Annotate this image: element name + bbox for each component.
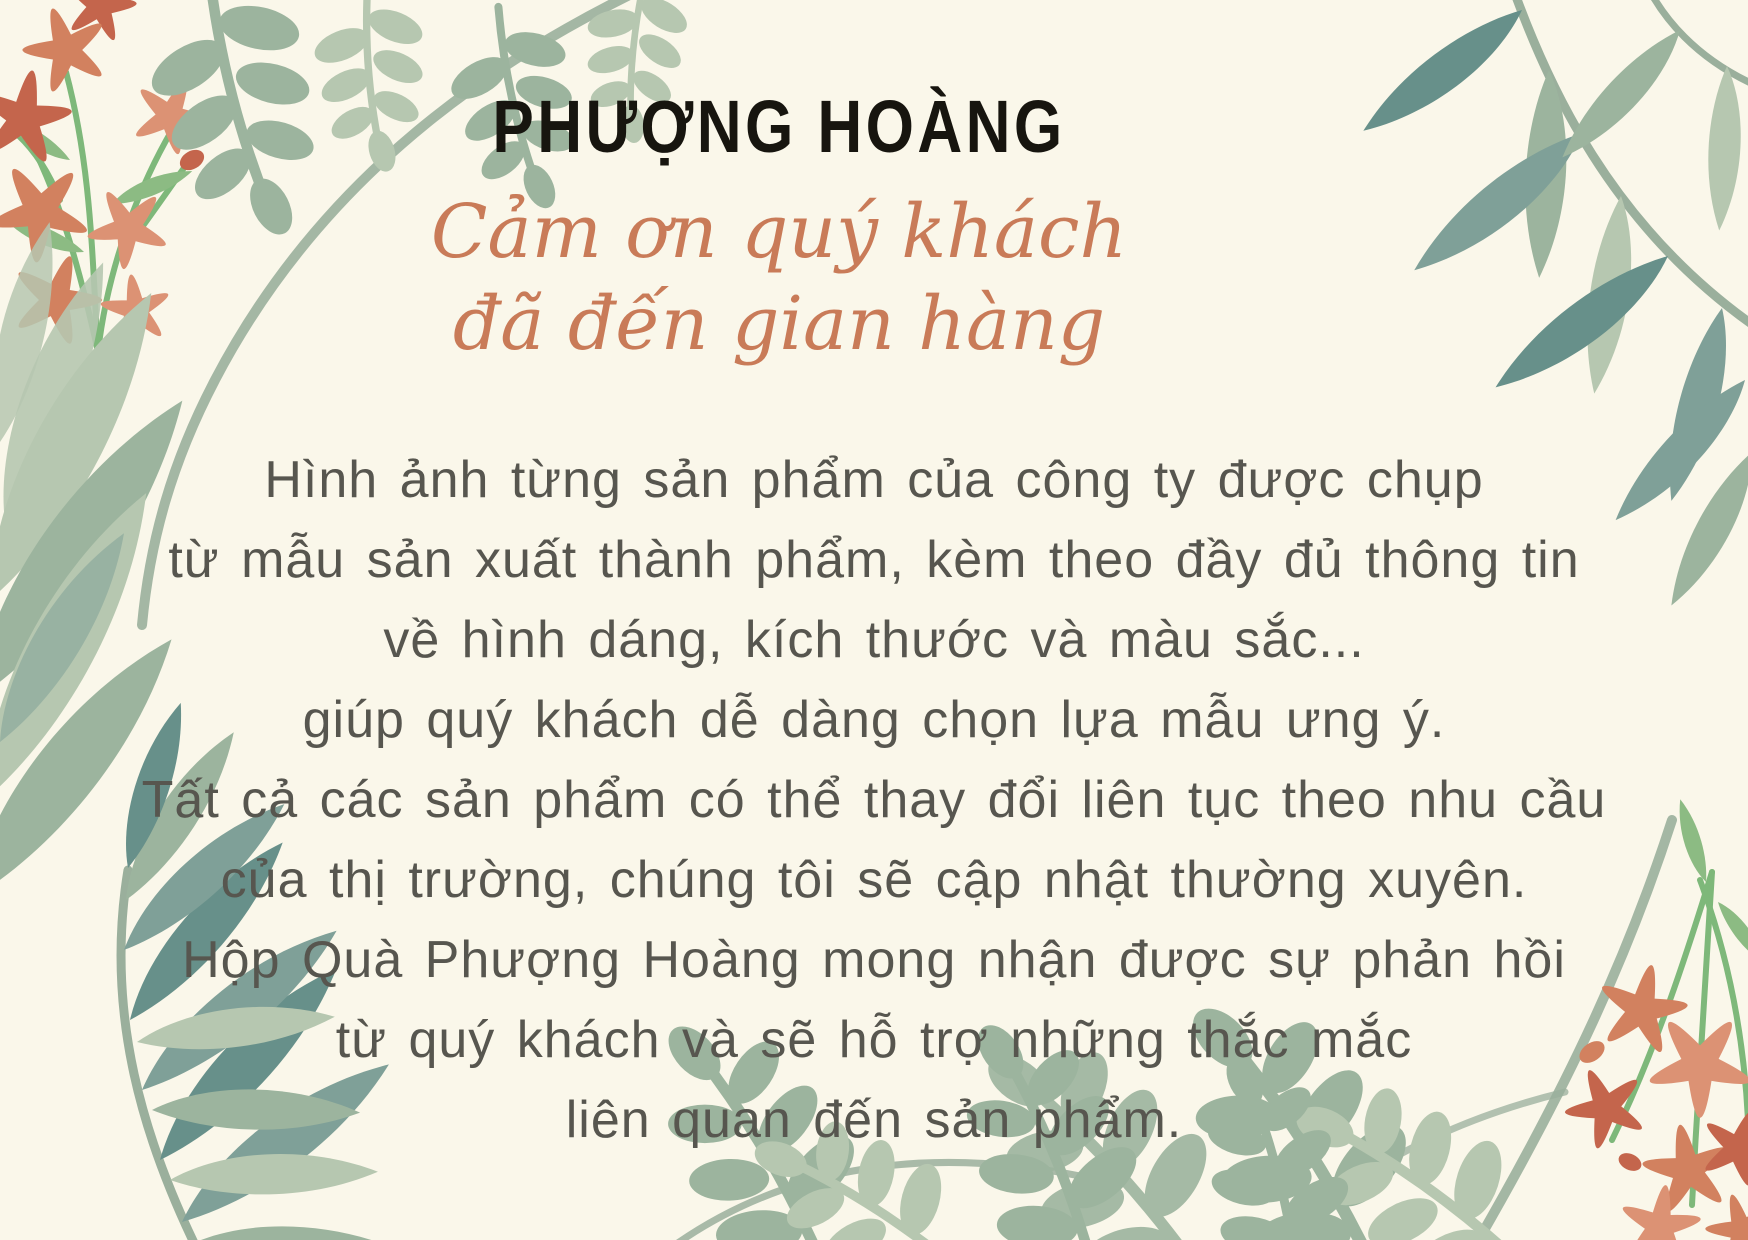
card-header [0, 0, 1558, 370]
thank-you-script [0, 186, 1558, 370]
message-line: của thị trường, chúng tôi sẽ cập nhật thường xuyên. [220, 851, 1528, 909]
message-line: liên quan đến sản phẩm. [565, 1091, 1183, 1149]
message-line: giúp quý khách dễ dàng chọn lựa mẫu ưng ý. [302, 691, 1446, 749]
script-line-2: đã đến gian hàng [452, 281, 1106, 367]
message-text [0, 440, 1748, 1160]
brand-title: PHƯỢNG HOÀNG [492, 85, 1066, 168]
script-line-1: Cảm ơn quý khách [430, 189, 1128, 275]
message-line: từ mẫu sản xuất thành phẩm, kèm theo đầy đủ thông tin [168, 531, 1580, 589]
message-line: Hộp Quà Phượng Hoàng mong nhận được sự phản hồi [182, 931, 1566, 989]
message-line: từ quý khách và sẽ hỗ trợ những thắc mắc [335, 1011, 1413, 1069]
message-line: về hình dáng, kích thước và màu sắc... [383, 611, 1365, 669]
message-line: Hình ảnh từng sản phẩm của công ty được chụp [264, 451, 1484, 509]
message-line: Tất cả các sản phẩm có thể thay đổi liên tục theo nhu cầu [141, 771, 1607, 829]
